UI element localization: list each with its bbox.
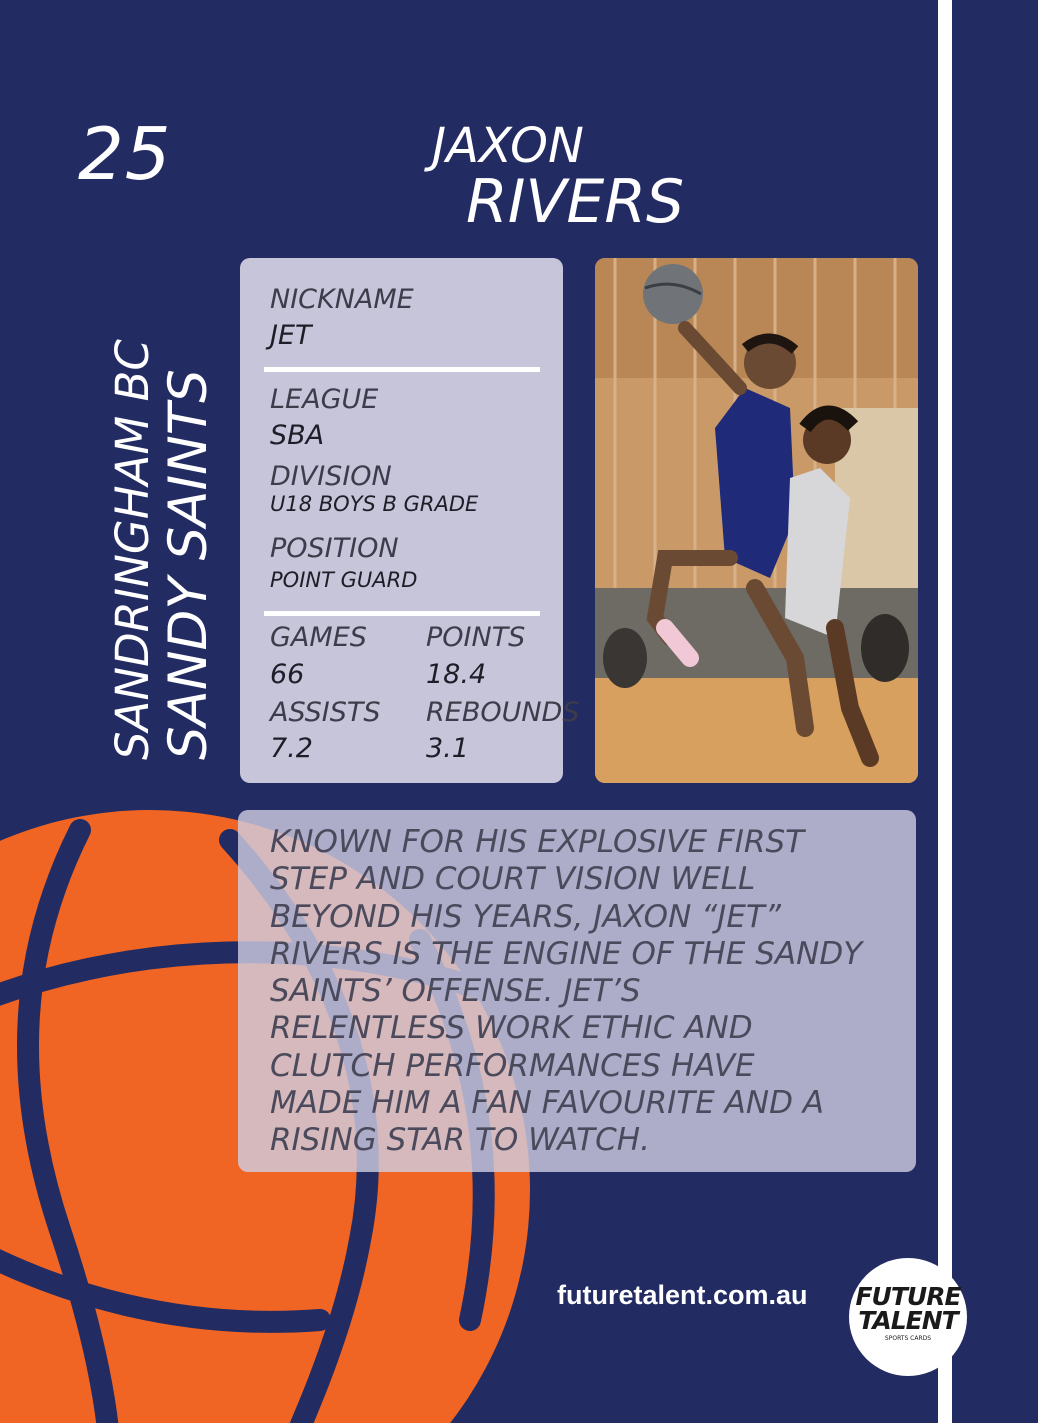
position-label: POSITION — [270, 533, 399, 564]
jersey-number: 25 — [78, 112, 172, 196]
nickname-value: JET — [270, 320, 312, 351]
bio-box — [238, 810, 916, 1172]
logo-line-1: FUTURE — [855, 1282, 961, 1311]
player-last-name: RIVERS — [466, 167, 685, 237]
stats-divider — [264, 611, 540, 616]
logo-line-2: TALENT — [858, 1306, 958, 1335]
side-stripe — [938, 0, 952, 1423]
future-talent-logo — [849, 1258, 967, 1376]
assists-value: 7.2 — [270, 733, 313, 764]
points-label: POINTS — [426, 622, 526, 653]
nickname-label: NICKNAME — [270, 284, 414, 315]
club-name: SANDRINGHAM BC — [106, 339, 159, 760]
stats-divider — [264, 367, 540, 372]
stats-panel — [240, 258, 580, 783]
games-label: GAMES — [270, 622, 367, 653]
assists-label: ASSISTS — [270, 697, 381, 728]
league-value: SBA — [270, 420, 325, 451]
division-value: U18 BOYS B GRADE — [270, 492, 479, 516]
website-link[interactable]: futuretalent.com.au — [557, 1280, 808, 1310]
points-value: 18.4 — [426, 659, 487, 690]
logo-tagline: SPORTS CARDS — [884, 1335, 932, 1342]
team-name: SANDY SAINTS — [158, 369, 219, 760]
player-bio: KNOWN FOR HIS EXPLOSIVE FIRST STEP AND COURT VISION WELL BEYOND HIS YEARS, JAXON “JET” RIVERS IS THE ENGINE OF THE SANDY SAINTS’ OFFENSE. JET’S RELENTLESS WORK ETHIC AND CLUTCH PERFORMANCES HAVE MADE HIM A FAN FAVOURITE AND A RISING STAR TO WATCH. — [270, 824, 863, 1159]
club-names — [106, 300, 218, 760]
player-photo — [595, 258, 918, 783]
position-value: POINT GUARD — [270, 568, 418, 592]
league-label: LEAGUE — [270, 384, 379, 415]
player-first-name: JAXON — [432, 118, 584, 174]
games-value: 66 — [270, 659, 305, 690]
rebounds-value: 3.1 — [426, 733, 469, 764]
division-label: DIVISION — [270, 461, 392, 492]
rebounds-label: REBOUNDS — [426, 697, 580, 728]
